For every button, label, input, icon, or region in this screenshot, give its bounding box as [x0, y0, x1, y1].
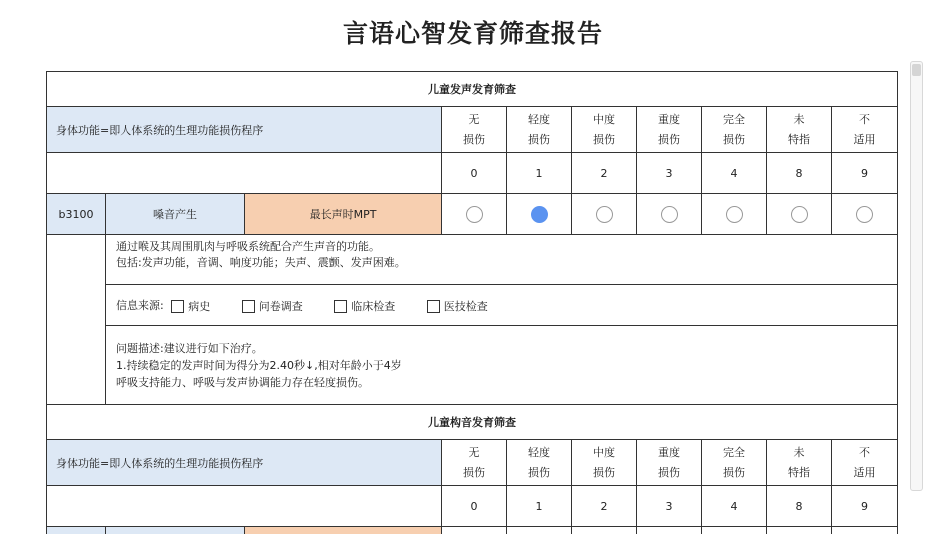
- radio-cell: [767, 194, 832, 235]
- level-bottom: 损伤: [463, 132, 485, 146]
- level-code: 8: [767, 486, 832, 527]
- info-source: [106, 285, 898, 326]
- level-code: 9: [832, 153, 898, 194]
- level-header-4: [702, 107, 767, 153]
- blank-cell: [47, 486, 442, 527]
- level-top: 重度: [658, 445, 680, 459]
- level-header-3: [637, 440, 702, 486]
- checkbox[interactable]: [427, 300, 440, 313]
- source-option-history[interactable]: [171, 298, 210, 314]
- source-option-questionnaire[interactable]: [242, 298, 303, 314]
- item-description: [106, 235, 898, 285]
- level-header-9: [832, 107, 898, 153]
- level-top: 完全: [723, 445, 745, 459]
- body-function-label: 身体功能=即人体系统的生理功能损伤程序: [47, 440, 442, 486]
- checkbox[interactable]: [171, 300, 184, 313]
- level-top: 轻度: [528, 445, 550, 459]
- level-top: 中度: [593, 112, 615, 126]
- section-1-item-row: [47, 194, 898, 235]
- level-bottom: 适用: [853, 465, 876, 479]
- radio-level-9[interactable]: [856, 206, 873, 223]
- item-metric: [245, 527, 442, 534]
- level-code: 1: [507, 153, 572, 194]
- info-source-label: 信息来源:: [116, 298, 164, 312]
- radio-level-3[interactable]: [661, 206, 678, 223]
- item-name: [106, 527, 245, 534]
- level-code: 0: [442, 153, 507, 194]
- radio-cell: [442, 194, 507, 235]
- section-2-level-header-row: [47, 440, 898, 486]
- level-top: 未: [793, 112, 805, 126]
- level-code: 8: [767, 153, 832, 194]
- section-2-title-row: [47, 405, 898, 440]
- section-2-level-code-row: [47, 486, 898, 527]
- indent-cell: [47, 235, 106, 405]
- radio-level-4[interactable]: [726, 206, 743, 223]
- level-top: 完全: [723, 112, 745, 126]
- problem-description: [106, 326, 898, 405]
- level-top: 无: [468, 112, 480, 126]
- checkbox[interactable]: [242, 300, 255, 313]
- level-bottom: 损伤: [593, 132, 615, 146]
- body-function-label: 身体功能=即人体系统的生理功能损伤程序: [47, 107, 442, 153]
- radio-cell: [832, 527, 898, 534]
- level-bottom: 特指: [788, 465, 810, 479]
- blank-cell: [47, 153, 442, 194]
- problem-line: 1.持续稳定的发声时间为得分为2.40秒↓,相对年龄小于4岁: [116, 358, 402, 372]
- level-bottom: 损伤: [658, 132, 680, 146]
- level-code: 0: [442, 486, 507, 527]
- source-option-medical-tech[interactable]: [427, 298, 488, 314]
- level-bottom: 损伤: [528, 132, 550, 146]
- radio-cell: [442, 527, 507, 534]
- level-bottom: 损伤: [593, 465, 615, 479]
- description-line: 包括:发声功能，音调、响度功能；失声、震颤、发声困难。: [116, 256, 406, 269]
- level-bottom: 损伤: [723, 132, 745, 146]
- report-container: [46, 71, 898, 534]
- level-code: 9: [832, 486, 898, 527]
- level-code: 2: [572, 153, 637, 194]
- item-metric: 最长声时MPT: [245, 194, 442, 235]
- section-1-description-row: [47, 235, 898, 285]
- level-code: 2: [572, 486, 637, 527]
- radio-cell: [637, 194, 702, 235]
- checkbox-label: 病史: [188, 299, 211, 313]
- level-code: 4: [702, 153, 767, 194]
- level-header-4: [702, 440, 767, 486]
- radio-cell: [702, 527, 767, 534]
- level-header-3: [637, 107, 702, 153]
- checkbox-label: 医技检查: [443, 299, 488, 313]
- radio-cell: [572, 194, 637, 235]
- level-top: 中度: [593, 445, 615, 459]
- checkbox-label: 临床检查: [351, 299, 396, 313]
- radio-cell: [637, 527, 702, 534]
- level-top: 不: [859, 112, 871, 126]
- report-table: [46, 71, 898, 534]
- level-header-2: [572, 440, 637, 486]
- item-code: [47, 527, 106, 534]
- problem-line: 呼吸支持能力、呼吸与发声协调能力存在轻度损伤。: [116, 375, 369, 389]
- source-option-clinical[interactable]: [334, 298, 395, 314]
- checkbox-label: 问卷调查: [258, 299, 303, 313]
- radio-cell: [832, 194, 898, 235]
- level-top: 未: [793, 445, 805, 459]
- level-top: 重度: [658, 112, 680, 126]
- level-code: 1: [507, 486, 572, 527]
- radio-level-8[interactable]: [791, 206, 808, 223]
- radio-level-1[interactable]: [531, 206, 548, 223]
- scrollbar-thumb[interactable]: [912, 64, 921, 76]
- level-header-0: [442, 107, 507, 153]
- problem-line: 问题描述:建议进行如下治疗。: [116, 341, 263, 355]
- section-2-item-row-partial: [47, 527, 898, 534]
- level-header-1: [507, 440, 572, 486]
- level-header-2: [572, 107, 637, 153]
- level-code: 3: [637, 153, 702, 194]
- level-bottom: 损伤: [528, 465, 550, 479]
- radio-cell: [507, 527, 572, 534]
- section-1-source-row: [47, 285, 898, 326]
- checkbox[interactable]: [334, 300, 347, 313]
- level-bottom: 适用: [853, 132, 876, 146]
- description-line: 通过喉及其周围肌肉与呼吸系统配合产生声音的功能。: [116, 240, 380, 253]
- page-title: 言语心智发育筛查报告: [342, 19, 603, 48]
- level-bottom: 特指: [788, 132, 810, 146]
- level-header-0: [442, 440, 507, 486]
- section-1-level-code-row: [47, 153, 898, 194]
- section-1-level-header-row: [47, 107, 898, 153]
- level-bottom: 损伤: [463, 465, 485, 479]
- item-code: b3100: [47, 194, 106, 235]
- level-header-9: [832, 440, 898, 486]
- level-bottom: 损伤: [658, 465, 680, 479]
- section-title: 儿童构音发育筛查: [47, 405, 898, 440]
- radio-level-0[interactable]: [466, 206, 483, 223]
- level-bottom: 损伤: [723, 465, 745, 479]
- section-title: 儿童发声发育筛查: [47, 72, 898, 107]
- radio-level-2[interactable]: [596, 206, 613, 223]
- radio-cell: [767, 527, 832, 534]
- level-header-8: [767, 107, 832, 153]
- level-code: 3: [637, 486, 702, 527]
- level-top: 无: [468, 445, 480, 459]
- level-top: 不: [859, 445, 871, 459]
- level-header-8: [767, 440, 832, 486]
- level-header-1: [507, 107, 572, 153]
- radio-cell: [507, 194, 572, 235]
- section-1-title-row: [47, 72, 898, 107]
- section-1-problem-row: [47, 326, 898, 405]
- vertical-scrollbar[interactable]: [910, 61, 923, 491]
- level-top: 轻度: [528, 112, 550, 126]
- item-name: 嗓音产生: [106, 194, 245, 235]
- radio-cell: [572, 527, 637, 534]
- radio-cell: [702, 194, 767, 235]
- level-code: 4: [702, 486, 767, 527]
